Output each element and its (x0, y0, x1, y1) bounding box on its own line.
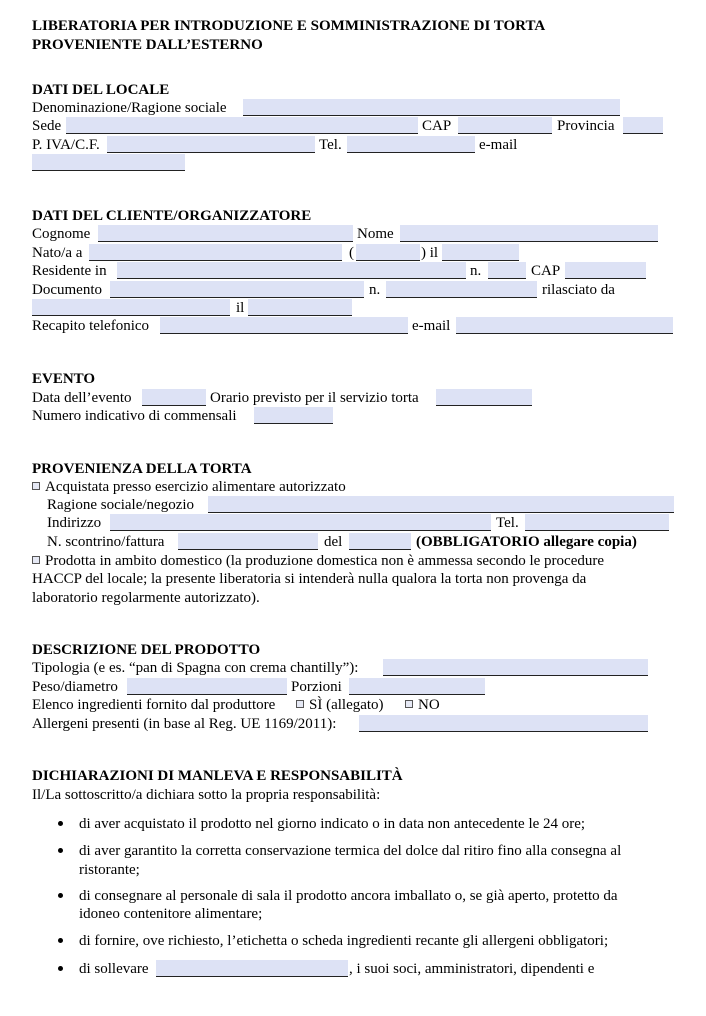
section-heading-evento: EVENTO (32, 371, 96, 387)
label-numero-documento: n. (369, 282, 381, 298)
field-allergeni[interactable] (359, 715, 648, 732)
label-provincia: Provincia (557, 118, 615, 134)
label-denominazione: Denominazione/Ragione sociale (32, 100, 227, 116)
label-email-cliente: e-mail (412, 318, 451, 334)
field-cap-cliente[interactable] (565, 262, 646, 279)
field-cap[interactable] (458, 117, 552, 134)
option-no[interactable] (405, 696, 440, 714)
bullet-5 (58, 966, 63, 971)
label-porzioni: Porzioni (291, 679, 342, 695)
note-obbligatorio: (OBBLIGATORIO allegare copia) (416, 534, 637, 550)
field-sede[interactable] (66, 117, 418, 134)
form-title-line1: LIBERATORIA PER INTRODUZIONE E SOMMINISTRAZIONE DI TORTA (32, 18, 546, 34)
field-cognome[interactable] (98, 225, 353, 242)
label-domestico-1: Prodotta in ambito domestico (la produzione domestica non è ammessa secondo le procedure (45, 553, 605, 569)
label-acquistata: Acquistata presso esercizio alimentare autorizzato (45, 479, 346, 495)
label-sede: Sede (32, 118, 62, 134)
label-ragione-negozio: Ragione sociale/negozio (47, 497, 195, 513)
section-heading-cliente: DATI DEL CLIENTE/ORGANIZZATORE (32, 208, 312, 224)
section-heading-provenienza: PROVENIENZA DELLA TORTA (32, 461, 252, 477)
label-no: NO (418, 697, 440, 713)
field-data-rilascio[interactable] (248, 299, 352, 316)
label-rilasciato: rilasciato da (542, 282, 615, 298)
label-numero: n. (470, 263, 482, 279)
label-allergeni: Allergeni presenti (in base al Reg. UE 1169/2011): (32, 716, 337, 732)
label-si: SÌ (allegato) (309, 697, 384, 713)
label-scontrino: N. scontrino/fattura (47, 534, 165, 550)
field-piva[interactable] (107, 136, 315, 153)
label-commensali: Numero indicativo di commensali (32, 408, 237, 424)
section-heading-dichiarazioni: DICHIARAZIONI DI MANLEVA E RESPONSABILITÀ (32, 768, 403, 784)
field-numero-civico[interactable] (488, 262, 526, 279)
label-email: e-mail (479, 137, 518, 153)
field-data-evento[interactable] (142, 389, 206, 406)
field-email[interactable] (32, 154, 185, 171)
field-sollevare[interactable] (156, 960, 348, 977)
label-il: ) il (421, 245, 439, 261)
bullet-1 (58, 821, 63, 826)
field-porzioni[interactable] (349, 678, 485, 695)
field-rilasciato-da[interactable] (32, 299, 230, 316)
declaration-3-line1: di consegnare al personale di sala il prodotto ancora imballato o, se già aperto, protetto da (79, 888, 618, 904)
field-recapito[interactable] (160, 317, 408, 334)
label-data-rilascio: il (236, 300, 245, 316)
label-orario: Orario previsto per il servizio torta (210, 390, 419, 406)
label-data-evento: Data dell’evento (32, 390, 132, 406)
field-email-cliente[interactable] (456, 317, 673, 334)
label-documento: Documento (32, 282, 102, 298)
bullet-4 (58, 938, 63, 943)
field-tipologia[interactable] (383, 659, 648, 676)
label-peso: Peso/diametro (32, 679, 118, 695)
label-elenco-ingredienti: Elenco ingredienti fornito dal produttore (32, 697, 276, 713)
bullet-2 (58, 848, 63, 853)
field-residenza[interactable] (117, 262, 466, 279)
label-residente: Residente in (32, 263, 107, 279)
field-data-nascita[interactable] (442, 244, 519, 261)
label-domestico-3: laboratorio regolarmente autorizzato). (32, 590, 260, 606)
checkbox-si[interactable] (296, 700, 304, 708)
field-tel[interactable] (347, 136, 475, 153)
declaration-4: di fornire, ove richiesto, l’etichetta o scheda ingredienti recante gli allergeni obbligatori; (79, 933, 609, 949)
option-si[interactable] (296, 696, 384, 714)
label-paren-open: ( (349, 245, 354, 261)
declaration-1: di aver acquistato il prodotto nel giorno indicato o in data non antecedente le 24 ore; (79, 816, 586, 832)
field-numero-documento[interactable] (386, 281, 537, 298)
field-commensali[interactable] (254, 407, 333, 424)
field-nome[interactable] (400, 225, 658, 242)
label-del: del (324, 534, 343, 550)
bullet-3 (58, 893, 63, 898)
declaration-2-line1: di aver garantito la corretta conservazione termica del dolce dal ritiro fino alla consegna al (79, 843, 622, 859)
label-nome: Nome (357, 226, 394, 242)
field-tel-negozio[interactable] (525, 514, 669, 531)
field-provincia-nascita[interactable] (356, 244, 420, 261)
field-denominazione[interactable] (243, 99, 620, 116)
field-ragione-negozio[interactable] (208, 496, 674, 513)
section-heading-locale: DATI DEL LOCALE (32, 82, 170, 98)
declaration-2-line2: ristorante; (79, 862, 140, 878)
label-recapito: Recapito telefonico (32, 318, 150, 334)
field-peso[interactable] (127, 678, 287, 695)
option-domestico[interactable] (32, 552, 604, 570)
field-documento[interactable] (110, 281, 364, 298)
label-cognome: Cognome (32, 226, 91, 242)
field-indirizzo[interactable] (110, 514, 491, 531)
field-luogo-nascita[interactable] (89, 244, 342, 261)
field-scontrino[interactable] (178, 533, 318, 550)
field-orario[interactable] (436, 389, 532, 406)
checkbox-acquistata[interactable] (32, 482, 40, 490)
checkbox-no[interactable] (405, 700, 413, 708)
label-cap-cliente: CAP (531, 263, 561, 279)
label-domestico-2: HACCP del locale; la presente liberatoria si intenderà nulla qualora la torta non provenga da (32, 571, 587, 587)
label-piva: P. IVA/C.F. (32, 137, 100, 153)
label-tel: Tel. (319, 137, 342, 153)
field-data-scontrino[interactable] (349, 533, 411, 550)
declaration-5-label: di sollevare (79, 961, 149, 977)
option-acquistata[interactable] (32, 478, 346, 496)
label-indirizzo: Indirizzo (47, 515, 102, 531)
field-provincia[interactable] (623, 117, 663, 134)
label-tel-negozio: Tel. (496, 515, 519, 531)
label-nato: Nato/a a (32, 245, 83, 261)
section-heading-prodotto: DESCRIZIONE DEL PRODOTTO (32, 642, 261, 658)
label-tipologia: Tipologia (e es. “pan di Spagna con crema chantilly”): (32, 660, 359, 676)
checkbox-domestico[interactable] (32, 556, 40, 564)
form-title-line2: PROVENIENTE DALL’ESTERNO (32, 37, 263, 53)
label-cap: CAP (422, 118, 452, 134)
declaration-3-line2: idoneo contenitore alimentare; (79, 906, 263, 922)
label-intro-dichiarazioni: Il/La sottoscritto/a dichiara sotto la propria responsabilità: (32, 787, 381, 803)
declaration-5-rest: , i suoi soci, amministratori, dipendenti e (349, 961, 595, 977)
